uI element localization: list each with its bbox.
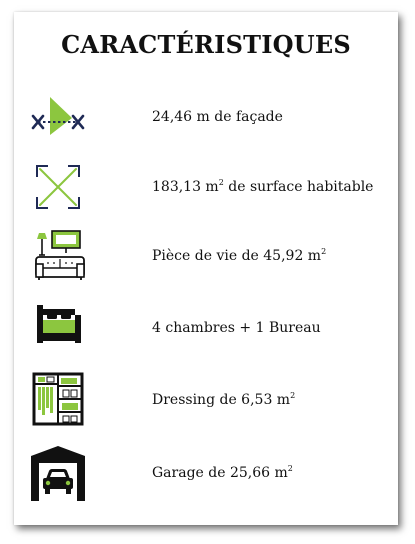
list-item — [14, 157, 398, 217]
list-item — [14, 443, 398, 503]
facade-label: 24,46 m de façade — [152, 109, 283, 125]
bed-icon — [28, 298, 88, 358]
garage-icon — [28, 443, 88, 503]
characteristics-card — [14, 12, 398, 525]
list-item — [14, 226, 398, 286]
living-room-label: Pièce de vie de 45,92 $m^2$ — [152, 247, 327, 264]
wardrobe-icon — [28, 370, 88, 430]
surface-expand-icon — [28, 157, 88, 217]
page-title: CARACTÉRISTIQUES — [61, 30, 351, 59]
surface-label: 183,13 $m^2$ de surface habitable — [152, 178, 374, 195]
bedrooms-label: 4 chambres + 1 Bureau — [152, 320, 321, 336]
facade-icon — [28, 87, 88, 147]
list-item — [14, 87, 398, 147]
list-item — [14, 298, 398, 358]
living-room-icon — [28, 226, 88, 286]
garage-label: Garage de 25,66 $m^2$ — [152, 464, 293, 481]
dressing-label: Dressing de 6,53 $m^2$ — [152, 391, 296, 408]
list-item — [14, 370, 398, 430]
